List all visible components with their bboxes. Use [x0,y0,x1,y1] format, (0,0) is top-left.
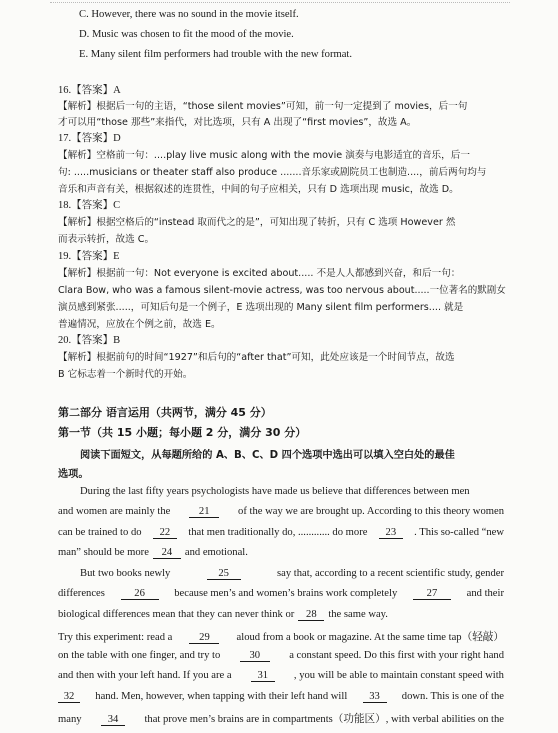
instruction-line: 选项。 [58,469,89,480]
passage-text: . This so-called “new [414,527,504,538]
blank-22[interactable]: 22 [153,527,177,539]
passage-text: and then with your left hand. If you are a [58,670,232,681]
passage-text: differences [58,588,105,599]
passage-text: down. This is one of the [401,691,504,702]
blank-26[interactable]: 26 [121,588,159,600]
answer-19-explanation-line: 普遍情况，应放在个例之前，故选 E。 [58,319,221,330]
blank-28[interactable]: 28 [298,609,324,621]
passage-line [58,691,504,703]
passage-text: and their [466,588,504,599]
passage-text: many [58,714,82,725]
subsection-title: 第一节（共 15 小题；每小题 2 分，满分 30 分） [58,426,307,439]
blank-34[interactable]: 34 [101,714,125,726]
passage-line [80,486,504,497]
answer-18-explanation-line: 【解析】根据空格后的“instead 取而代之的是”，可知出现了转折，只有 C 选项 However 然 [58,217,456,228]
passage-line [58,609,504,621]
passage-text: During the last fifty years psychologists have made us believe that differences between men [80,486,470,497]
answer-16-head: 16.【答案】A [58,85,121,96]
passage-line [58,527,504,539]
answer-18-head: 18.【答案】C [58,200,121,211]
answer-18-explanation-line: 而表示转折，故选 C。 [58,234,155,245]
instruction-line: 阅读下面短文，从每题所给的 A、B、C、D 四个选项中选出可以填入空白处的最佳 [80,450,455,461]
passage-text: that prove men’s brains are in compartments（功能区）, with verbal abilities on the [144,714,504,725]
blank-21[interactable]: 21 [189,506,219,518]
passage-text: hand. Men, however, when tapping with their left hand will [95,691,348,702]
passage-text: of the way we are brought up. According to this theory women [238,506,504,517]
passage-text: man” should be more [58,547,149,558]
blank-25[interactable]: 25 [207,568,241,580]
passage-text: aloud from a book or magazine. At the same time tap（轻敲） [236,632,504,643]
passage-line [58,588,504,600]
answer-20-explanation-line: B 它标志着一个新时代的开始。 [58,369,193,380]
option-e: E. Many silent film performers had trouble with the new format. [79,49,353,60]
answer-16-explanation-line: 【解析】根据后一句的主语，“those silent movies”可知，前一句一定提到了 movies，后一句 [58,101,468,112]
passage-line [80,568,504,580]
passage-line [58,547,504,559]
answer-19-explanation-line: Clara Bow, who was a famous silent-movie actress, was too nervous about.....一位著名的默剧女 [58,285,506,296]
passage-text: and women are mainly the [58,506,171,517]
blank-23[interactable]: 23 [379,527,403,539]
blank-24[interactable]: 24 [153,547,181,559]
blank-31[interactable]: 31 [251,670,275,682]
blank-33[interactable]: 33 [363,691,387,703]
blank-32[interactable]: 32 [58,691,80,703]
blank-29[interactable]: 29 [189,632,219,644]
answer-17-explanation-line: 音乐和声音有关，根据叙述的连贯性，中间的句子应相关，只有 D 选项出现 music，故选 D。 [58,184,459,195]
answer-19-explanation-line: 演员感到紧张.....，可知后句是一个例子，E 选项出现的 Many silent film performers.... 就是 [58,302,464,313]
passage-text: the same way. [328,609,388,620]
answer-19-explanation-line: 【解析】根据前一句：Not everyone is excited about..... 不是人人都感到兴奋，和后一句： [58,268,461,279]
passage-text: Try this experiment: read a [58,632,173,643]
answer-17-explanation-line: 【解析】空格前一句：....play live music along with the movie 演奏与电影适宜的音乐，后一 [58,150,470,161]
answer-16-explanation-line: 才可以用“those 那些”来指代，对比选项，只有 A 出现了“first movies”，故选 A。 [58,117,417,128]
passage-line [58,629,504,644]
section-title: 第二部分 语言运用（共两节，满分 45 分） [58,406,272,419]
blank-27[interactable]: 27 [413,588,451,600]
passage-text: and emotional. [184,547,248,558]
option-c: C. However, there was no sound in the movie itself. [79,9,299,20]
passage-text: a constant speed. Do this first with your right hand [289,650,504,661]
passage-text: can be trained to do [58,527,142,538]
passage-line [58,670,504,682]
passage-text: because men’s and women’s brains work completely [174,588,398,599]
answer-19-head: 19.【答案】E [58,251,120,262]
passage-line [58,711,504,726]
option-d: D. Music was chosen to fit the mood of the movie. [79,29,294,40]
passage-line [58,506,504,518]
passage-text: that men traditionally do, ............ do more [188,527,368,538]
passage-line [58,650,504,662]
answer-17-explanation-line: 句: .....musicians or theater staff also produce .......音乐家或剧院员工也制造....，前后两句均与 [58,167,487,178]
answer-17-head: 17.【答案】D [58,133,121,144]
blank-30[interactable]: 30 [240,650,270,662]
answer-20-head: 20.【答案】B [58,335,121,346]
page-top-edge [50,0,510,3]
passage-text: , you will be able to maintain constant speed with [293,670,504,681]
passage-text: But two books newly [80,568,171,579]
answer-20-explanation-line: 【解析】根据前句的时间“1927”和后句的“after that”可知，此处应该是一个时间节点，故选 [58,352,455,363]
passage-text: say that, according to a recent scientific study, gender [277,568,504,579]
passage-text: biological differences mean that they can never think or [58,609,295,620]
passage-text: on the table with one finger, and try to [58,650,221,661]
